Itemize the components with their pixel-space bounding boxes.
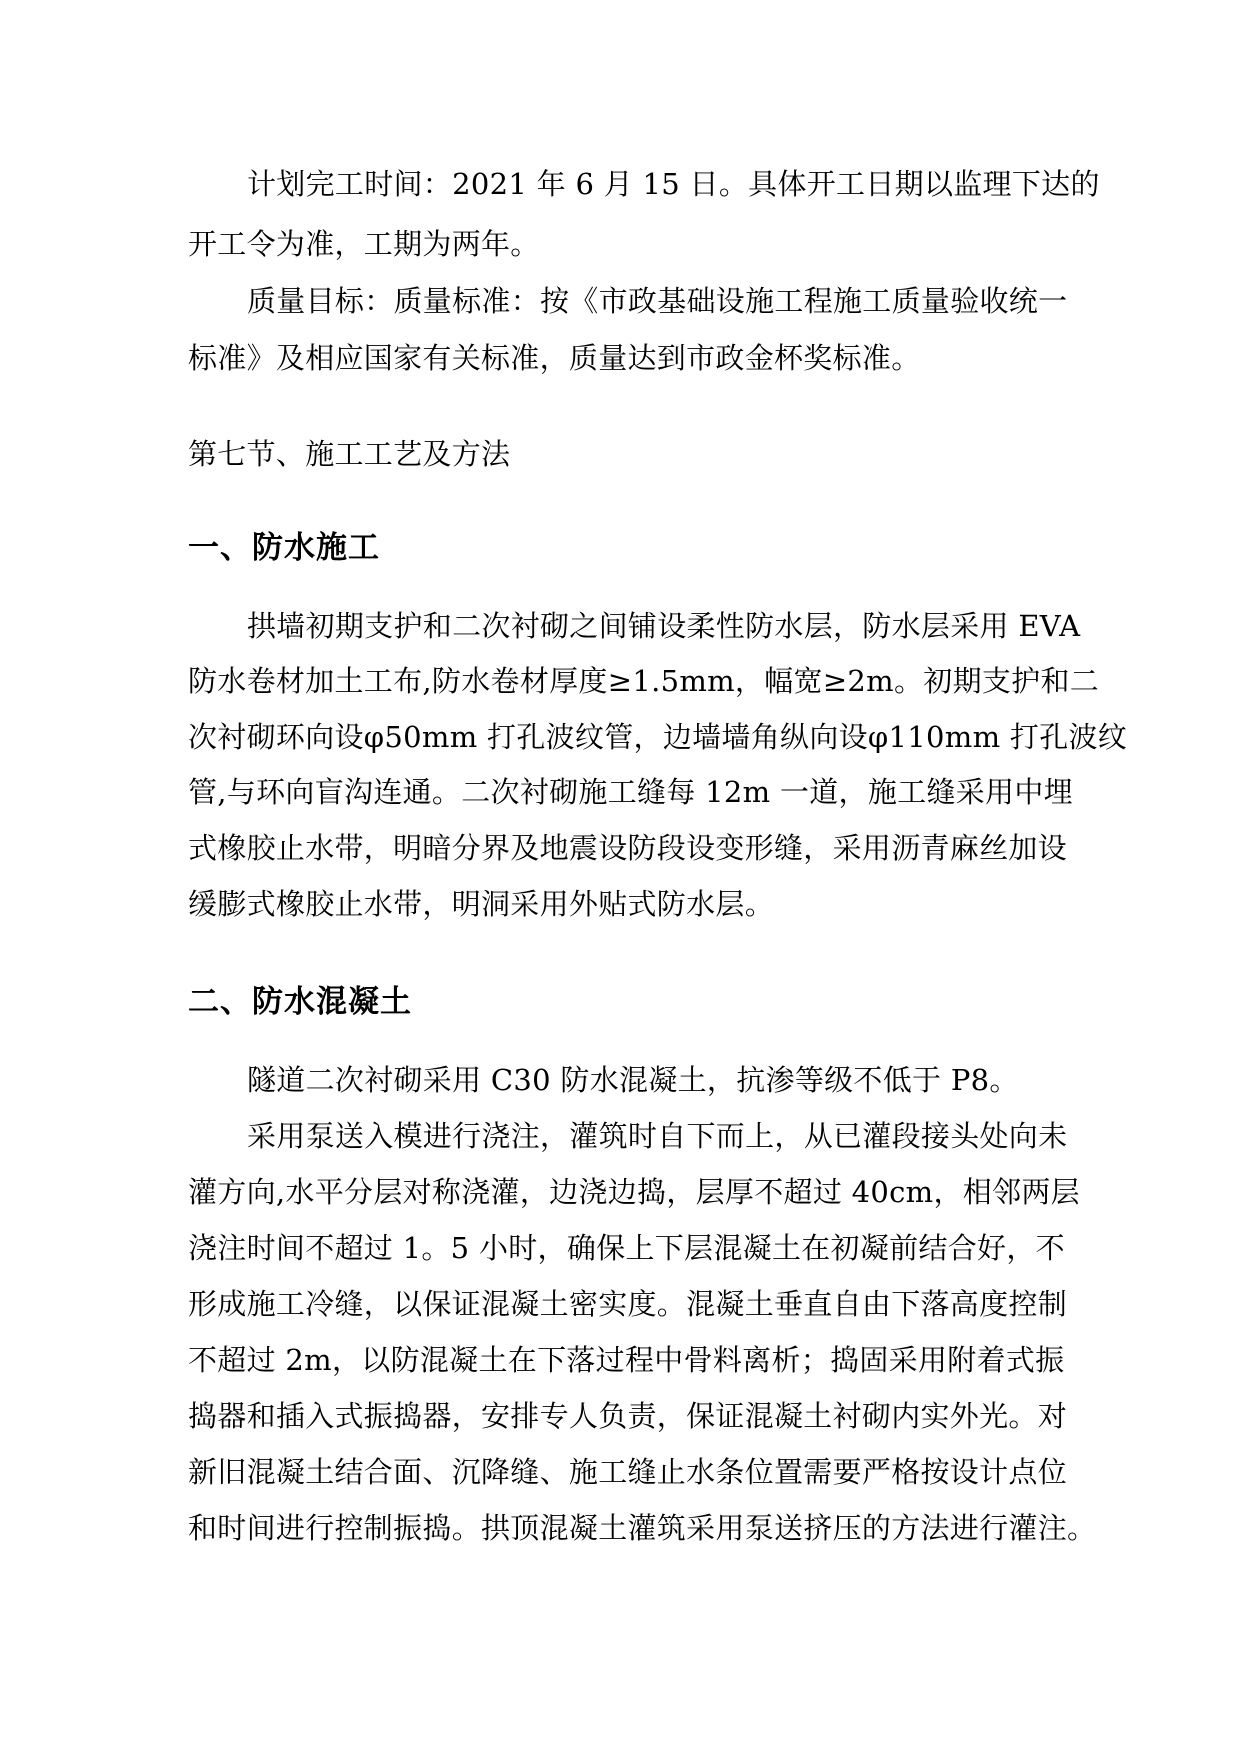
paragraph-line: 形成施工冷缝，以保证混凝土密实度。混凝土垂直自由下落高度控制 bbox=[188, 1287, 1068, 1321]
paragraph-line: 次衬砌环向设φ50mm 打孔波纹管，边墙墙角纵向设φ110mm 打孔波纹 bbox=[188, 720, 1128, 754]
paragraph-line: 质量目标：质量标准：按《市政基础设施工程施工质量验收统一 bbox=[247, 284, 1068, 318]
paragraph-line: 不超过 2m，以防混凝土在下落过程中骨料离析；捣固采用附着式振 bbox=[188, 1343, 1065, 1377]
heading-waterproof-concrete: 二、防水混凝土 bbox=[188, 984, 412, 1020]
paragraph-line: 防水卷材加土工布,防水卷材厚度≥1.5mm，幅宽≥2m。初期支护和二 bbox=[188, 664, 1100, 698]
paragraph-line: 灌方向,水平分层对称浇灌，边浇边捣，层厚不超过 40cm，相邻两层 bbox=[188, 1175, 1080, 1209]
paragraph-line: 拱墙初期支护和二次衬砌之间铺设柔性防水层，防水层采用 EVA bbox=[247, 609, 1081, 643]
paragraph-line: 开工令为准，工期为两年。 bbox=[188, 227, 540, 261]
paragraph-line: 采用泵送入模进行浇注，灌筑时自下而上，从已灌段接头处向未 bbox=[247, 1119, 1068, 1153]
paragraph-line: 式橡胶止水带，明暗分界及地震设防段设变形缝，采用沥青麻丝加设 bbox=[188, 831, 1068, 865]
paragraph-line: 和时间进行控制振捣。拱顶混凝土灌筑采用泵送挤压的方法进行灌注。 bbox=[188, 1511, 1097, 1545]
paragraph-line: 新旧混凝土结合面、沉降缝、施工缝止水条位置需要严格按设计点位 bbox=[188, 1455, 1068, 1489]
paragraph-line: 隧道二次衬砌采用 C30 防水混凝土，抗渗等级不低于 P8。 bbox=[247, 1063, 1019, 1097]
paragraph-line: 捣器和插入式振捣器，安排专人负责，保证混凝土衬砌内实外光。对 bbox=[188, 1399, 1068, 1433]
paragraph-line: 计划完工时间：2021 年 6 月 15 日。具体开工日期以监理下达的 bbox=[247, 167, 1100, 201]
section-title: 第七节、施工工艺及方法 bbox=[188, 437, 511, 471]
paragraph-line: 缓膨式橡胶止水带，明洞采用外贴式防水层。 bbox=[188, 887, 775, 921]
paragraph-line: 管,与环向盲沟连通。二次衬砌施工缝每 12m 一道，施工缝采用中埋 bbox=[188, 775, 1073, 809]
paragraph-line: 浇注时间不超过 1。5 小时，确保上下层混凝土在初凝前结合好，不 bbox=[188, 1231, 1065, 1265]
paragraph-line: 标准》及相应国家有关标准，质量达到市政金杯奖标准。 bbox=[188, 341, 921, 375]
heading-waterproofing: 一、防水施工 bbox=[188, 530, 380, 566]
